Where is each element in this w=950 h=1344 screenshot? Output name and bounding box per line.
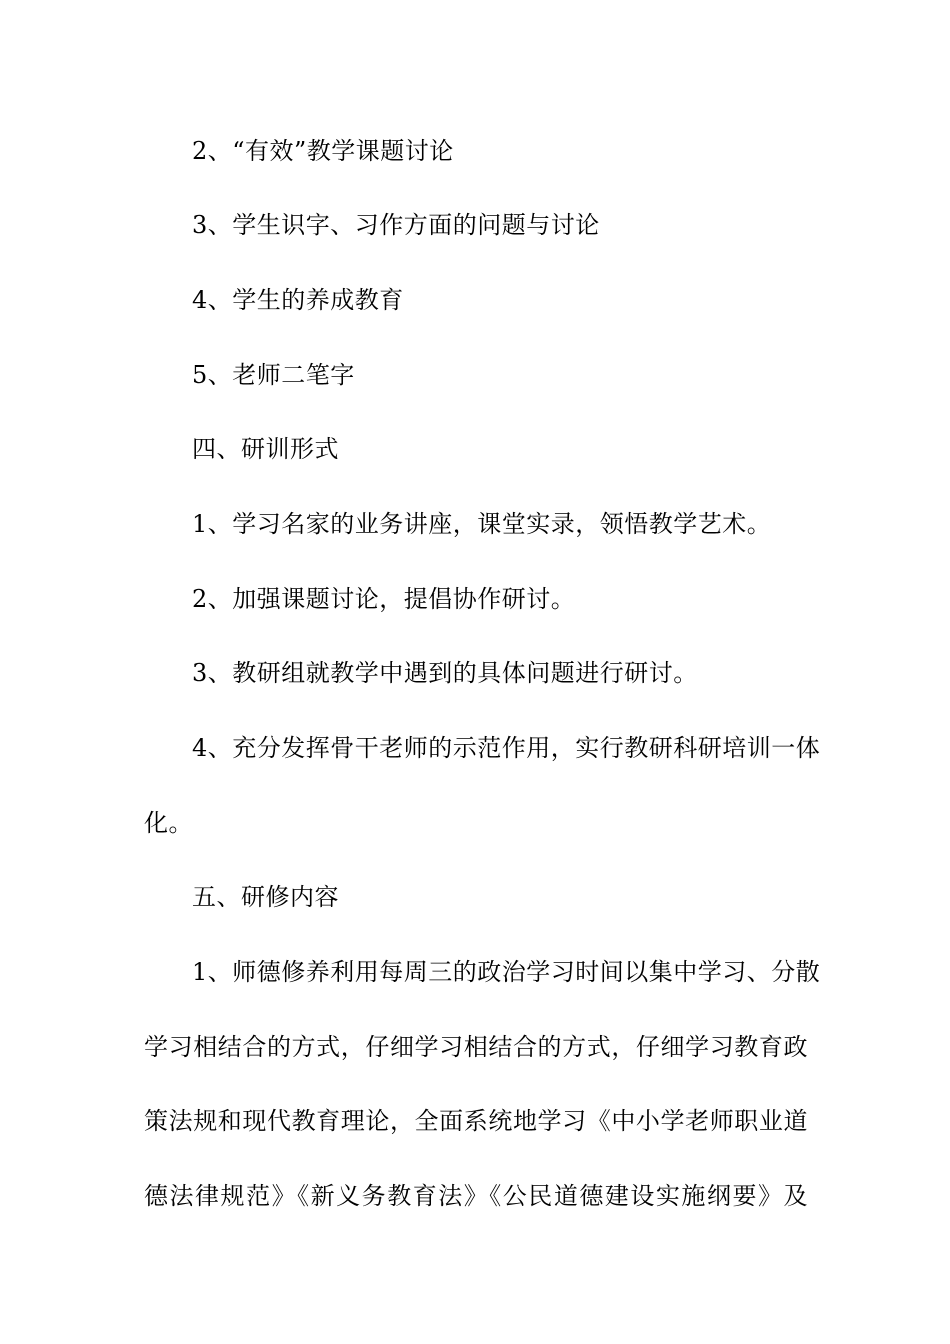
section-heading-study-content: 五、研修内容: [192, 883, 339, 911]
paragraph-line: 2、加强课题讨论，提倡协作研讨。: [192, 585, 576, 613]
paragraph-line: 1、师德修养利用每周三的政治学习时间以集中学习、分散: [192, 958, 821, 986]
paragraph-line: 3、教研组就教学中遇到的具体问题进行研讨。: [192, 659, 698, 687]
paragraph-line: 1、学习名家的业务讲座，课堂实录，领悟教学艺术。: [192, 510, 772, 538]
list-item-effective-teaching-topic: 2、“有效”教学课题讨论: [192, 137, 454, 165]
paragraph-line: 学习相结合的方式，仔细学习相结合的方式，仔细学习教育政: [144, 1033, 808, 1061]
list-item-habit-education: 4、学生的养成教育: [192, 286, 404, 314]
section-heading-training-format: 四、研训形式: [192, 435, 339, 463]
list-item-teacher-handwriting: 5、老师二笔字: [192, 361, 355, 389]
paragraph-line: 德法律规范》《新义务教育法》《公民道德建设实施纲要》及: [144, 1182, 808, 1210]
paragraph-line: 化。: [144, 809, 193, 837]
paragraph-line: 策法规和现代教育理论，全面系统地学习《中小学老师职业道: [144, 1107, 808, 1135]
paragraph-line: 4、充分发挥骨干老师的示范作用，实行教研科研培训一体: [192, 734, 821, 762]
list-item-literacy-writing-issues: 3、学生识字、习作方面的问题与讨论: [192, 211, 600, 239]
